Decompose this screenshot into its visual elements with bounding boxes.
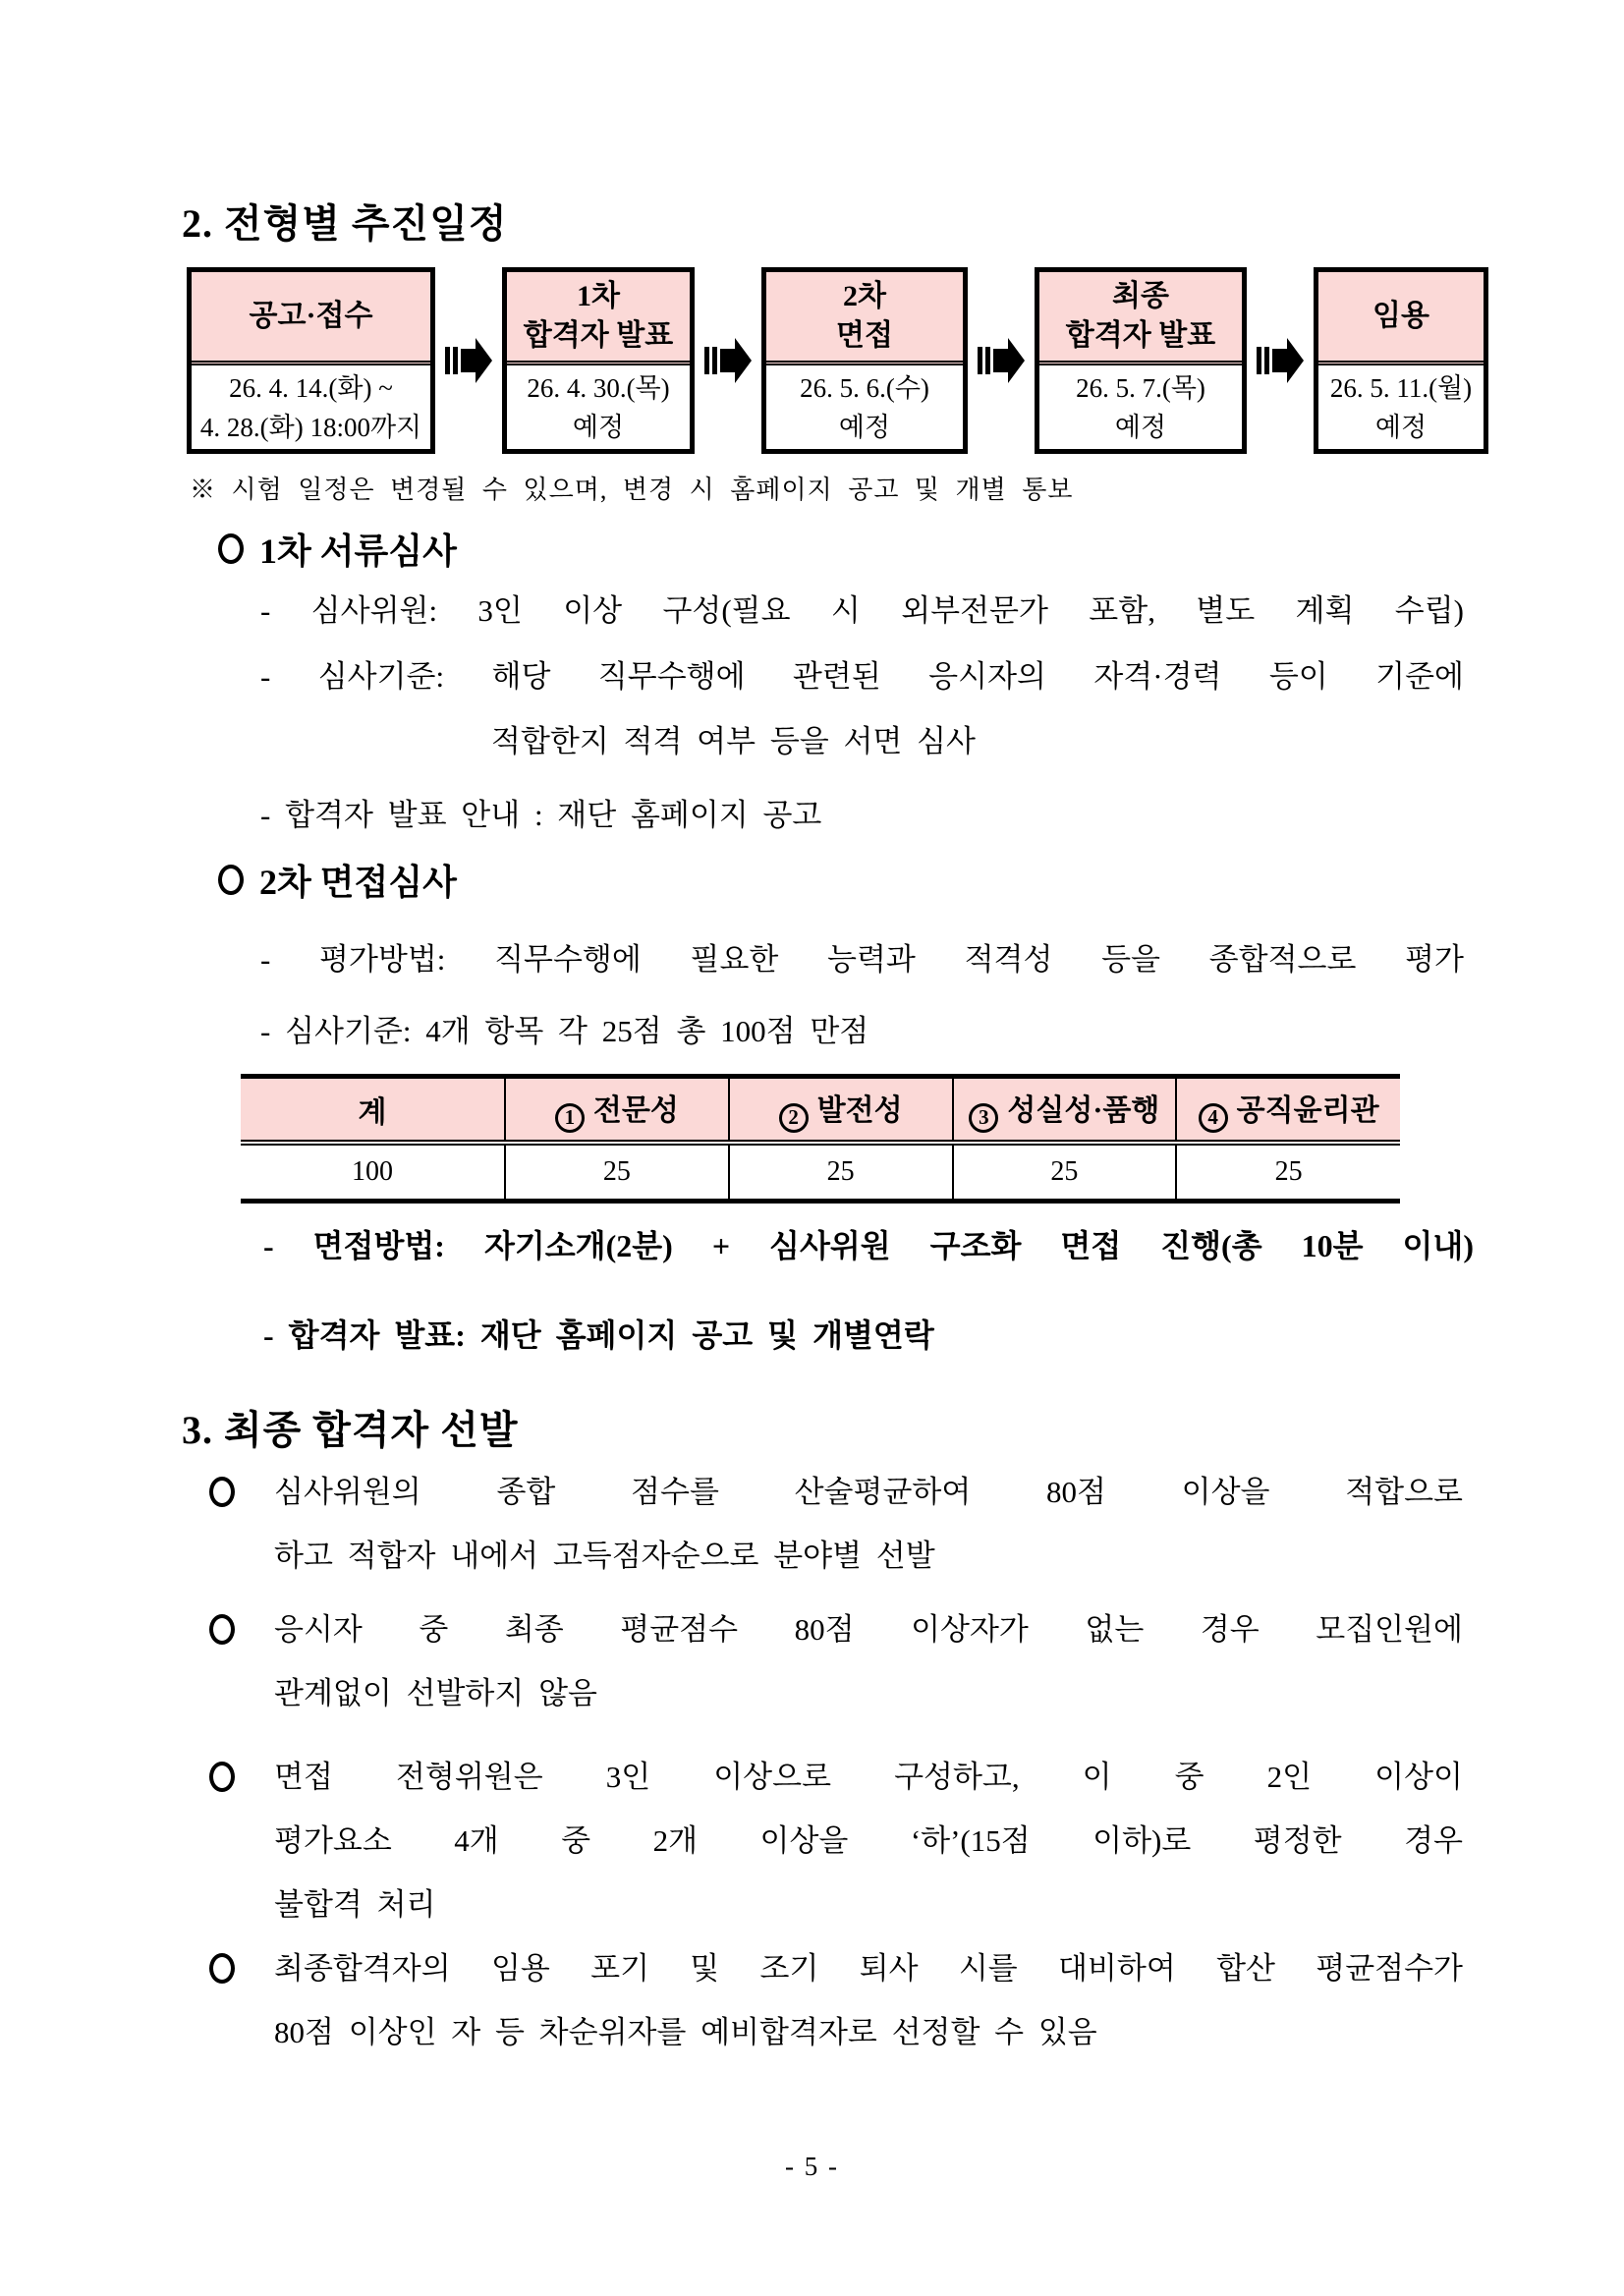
flow-step-date-line: 예정 xyxy=(1114,412,1167,442)
flow-step-date-line: 4. 28.(화) 18:00까지 xyxy=(199,412,422,442)
flow-step-dates xyxy=(766,365,963,449)
list-item: - 면접방법: 자기소개(2분) + 심사위원 구조화 면접 진행(총 10분 이내) xyxy=(263,1228,1474,1263)
page-number: - 5 - xyxy=(785,2152,839,2181)
list-item: - 합격자 발표: 재단 홈페이지 공고 및 개별연락 xyxy=(263,1317,934,1353)
list-item xyxy=(209,1947,1463,2075)
flow-step-header-line: 합격자 발표 xyxy=(1065,319,1216,352)
flow-step-final-result xyxy=(1035,267,1247,454)
circled-number-icon: 3 xyxy=(969,1103,998,1133)
right-arrow-icon xyxy=(978,332,1025,389)
interview-heading xyxy=(218,855,457,905)
bullet-line: 80점 이상인 자 등 차순위자를 예비합격자로 선정할 수 있음 xyxy=(274,2015,1097,2049)
circle-bullet-icon xyxy=(218,533,244,564)
flow-step-first-result xyxy=(502,267,695,454)
score-cell: 100 xyxy=(241,1143,505,1202)
score-table-header-row xyxy=(241,1077,1400,1144)
flow-step-header-line: 공고·접수 xyxy=(249,300,373,332)
bullet-line: 최종합격자의 임용 포기 및 조기 퇴사 시를 대비하여 합산 평균점수가 xyxy=(274,1951,1463,1986)
flow-step-date-line: 26. 5. 7.(목) xyxy=(1076,372,1205,403)
right-arrow-icon xyxy=(1257,332,1304,389)
bullet-line: 하고 적합자 내에서 고득점자순으로 분야별 선발 xyxy=(274,1539,935,1573)
section-2-title: 2. 전형별 추진일정 xyxy=(182,201,508,246)
score-cell: 25 xyxy=(505,1143,729,1202)
score-col-header: 1 전문성 xyxy=(505,1077,729,1144)
flow-step-interview xyxy=(761,267,968,454)
list-item xyxy=(209,1756,1463,1947)
circled-number-icon: 1 xyxy=(555,1103,585,1133)
flow-step-header-line: 2차 xyxy=(843,280,886,312)
flow-step-dates xyxy=(192,365,430,449)
score-cell: 25 xyxy=(1176,1143,1400,1202)
list-item-continuation: 적합한지 적격 여부 등을 서면 심사 xyxy=(491,724,976,758)
list-item xyxy=(209,1608,1463,1736)
score-cell: 25 xyxy=(953,1143,1177,1202)
flow-step-header xyxy=(766,272,963,365)
flow-step-header xyxy=(507,272,690,365)
circle-bullet-icon xyxy=(209,1477,235,1507)
bullet-line: 관계없이 선발하지 않음 xyxy=(274,1676,597,1710)
flow-step-header-line: 면접 xyxy=(836,319,893,352)
list-item: - 심사기준: 해당 직무수행에 관련된 응시자의 자격·경력 등이 기준에 xyxy=(260,659,1464,694)
flow-step-date-line: 예정 xyxy=(572,412,625,442)
flow-step-date-line: 예정 xyxy=(1374,412,1428,442)
doc-screening-heading-label: 1차 서류심사 xyxy=(259,532,457,571)
list-item: - 합격자 발표 안내 : 재단 홈페이지 공고 xyxy=(260,798,822,832)
flow-step-header-line: 임용 xyxy=(1372,300,1429,332)
schedule-change-note: ※ 시험 일정은 변경될 수 있으며, 변경 시 홈페이지 공고 및 개별 통보 xyxy=(190,476,1074,504)
score-col-header: 계 xyxy=(241,1077,505,1144)
schedule-flowchart xyxy=(187,267,1488,454)
flow-step-header-line: 합격자 발표 xyxy=(523,319,674,352)
interview-heading-label: 2차 면접심사 xyxy=(259,863,457,902)
right-arrow-icon xyxy=(704,332,752,389)
score-cell: 25 xyxy=(729,1143,953,1202)
list-item xyxy=(209,1471,1463,1598)
flow-step-appointment xyxy=(1314,267,1488,454)
bullet-line: 심사위원의 종합 점수를 산술평균하여 80점 이상을 적합으로 xyxy=(274,1475,1463,1509)
right-arrow-icon xyxy=(445,332,492,389)
score-table-value-row xyxy=(241,1143,1400,1202)
circle-bullet-icon xyxy=(209,1953,235,1984)
bullet-line: 불합격 처리 xyxy=(274,1887,436,1922)
score-col-header: 3 성실성·품행 xyxy=(953,1077,1177,1144)
circled-number-icon: 4 xyxy=(1199,1103,1228,1133)
list-item: - 심사기준: 4개 항목 각 25점 총 100점 만점 xyxy=(260,1014,869,1048)
bullet-line: 면접 전형위원은 3인 이상으로 구성하고, 이 중 2인 이상이 xyxy=(274,1760,1463,1794)
flow-step-dates xyxy=(507,365,690,449)
interview-score-table xyxy=(241,1074,1400,1204)
circle-bullet-icon xyxy=(218,865,244,895)
flow-step-dates xyxy=(1039,365,1242,449)
doc-screening-heading xyxy=(218,524,457,574)
score-col-header: 4 공직윤리관 xyxy=(1176,1077,1400,1144)
flow-step-header-line: 최종 xyxy=(1112,280,1169,312)
flow-step-header-line: 1차 xyxy=(577,280,620,312)
list-item: - 심사위원: 3인 이상 구성(필요 시 외부전문가 포함, 별도 계획 수립) xyxy=(260,593,1464,628)
flow-step-announcement xyxy=(187,267,435,454)
flow-step-date-line: 26. 5. 6.(수) xyxy=(800,372,929,403)
flow-step-date-line: 26. 4. 30.(목) xyxy=(527,372,670,403)
flow-step-date-line: 26. 4. 14.(화) ~ xyxy=(229,372,393,403)
flow-step-header xyxy=(1318,272,1484,365)
flow-step-date-line: 26. 5. 11.(월) xyxy=(1329,372,1473,403)
circled-number-icon: 2 xyxy=(779,1103,809,1133)
circle-bullet-icon xyxy=(209,1614,235,1645)
flow-step-header xyxy=(192,272,430,365)
bullet-line: 평가요소 4개 중 2개 이상을 ‘하’(15점 이하)로 평정한 경우 xyxy=(274,1823,1463,1858)
flow-step-header xyxy=(1039,272,1242,365)
flow-step-date-line: 예정 xyxy=(838,412,891,442)
section-3-title: 3. 최종 합격자 선발 xyxy=(182,1408,519,1452)
circle-bullet-icon xyxy=(209,1762,235,1792)
score-col-header: 2 발전성 xyxy=(729,1077,953,1144)
flow-step-dates xyxy=(1318,365,1484,449)
list-item: - 평가방법: 직무수행에 필요한 능력과 적격성 등을 종합적으로 평가 xyxy=(260,942,1464,977)
bullet-line: 응시자 중 최종 평균점수 80점 이상자가 없는 경우 모집인원에 xyxy=(274,1612,1463,1647)
